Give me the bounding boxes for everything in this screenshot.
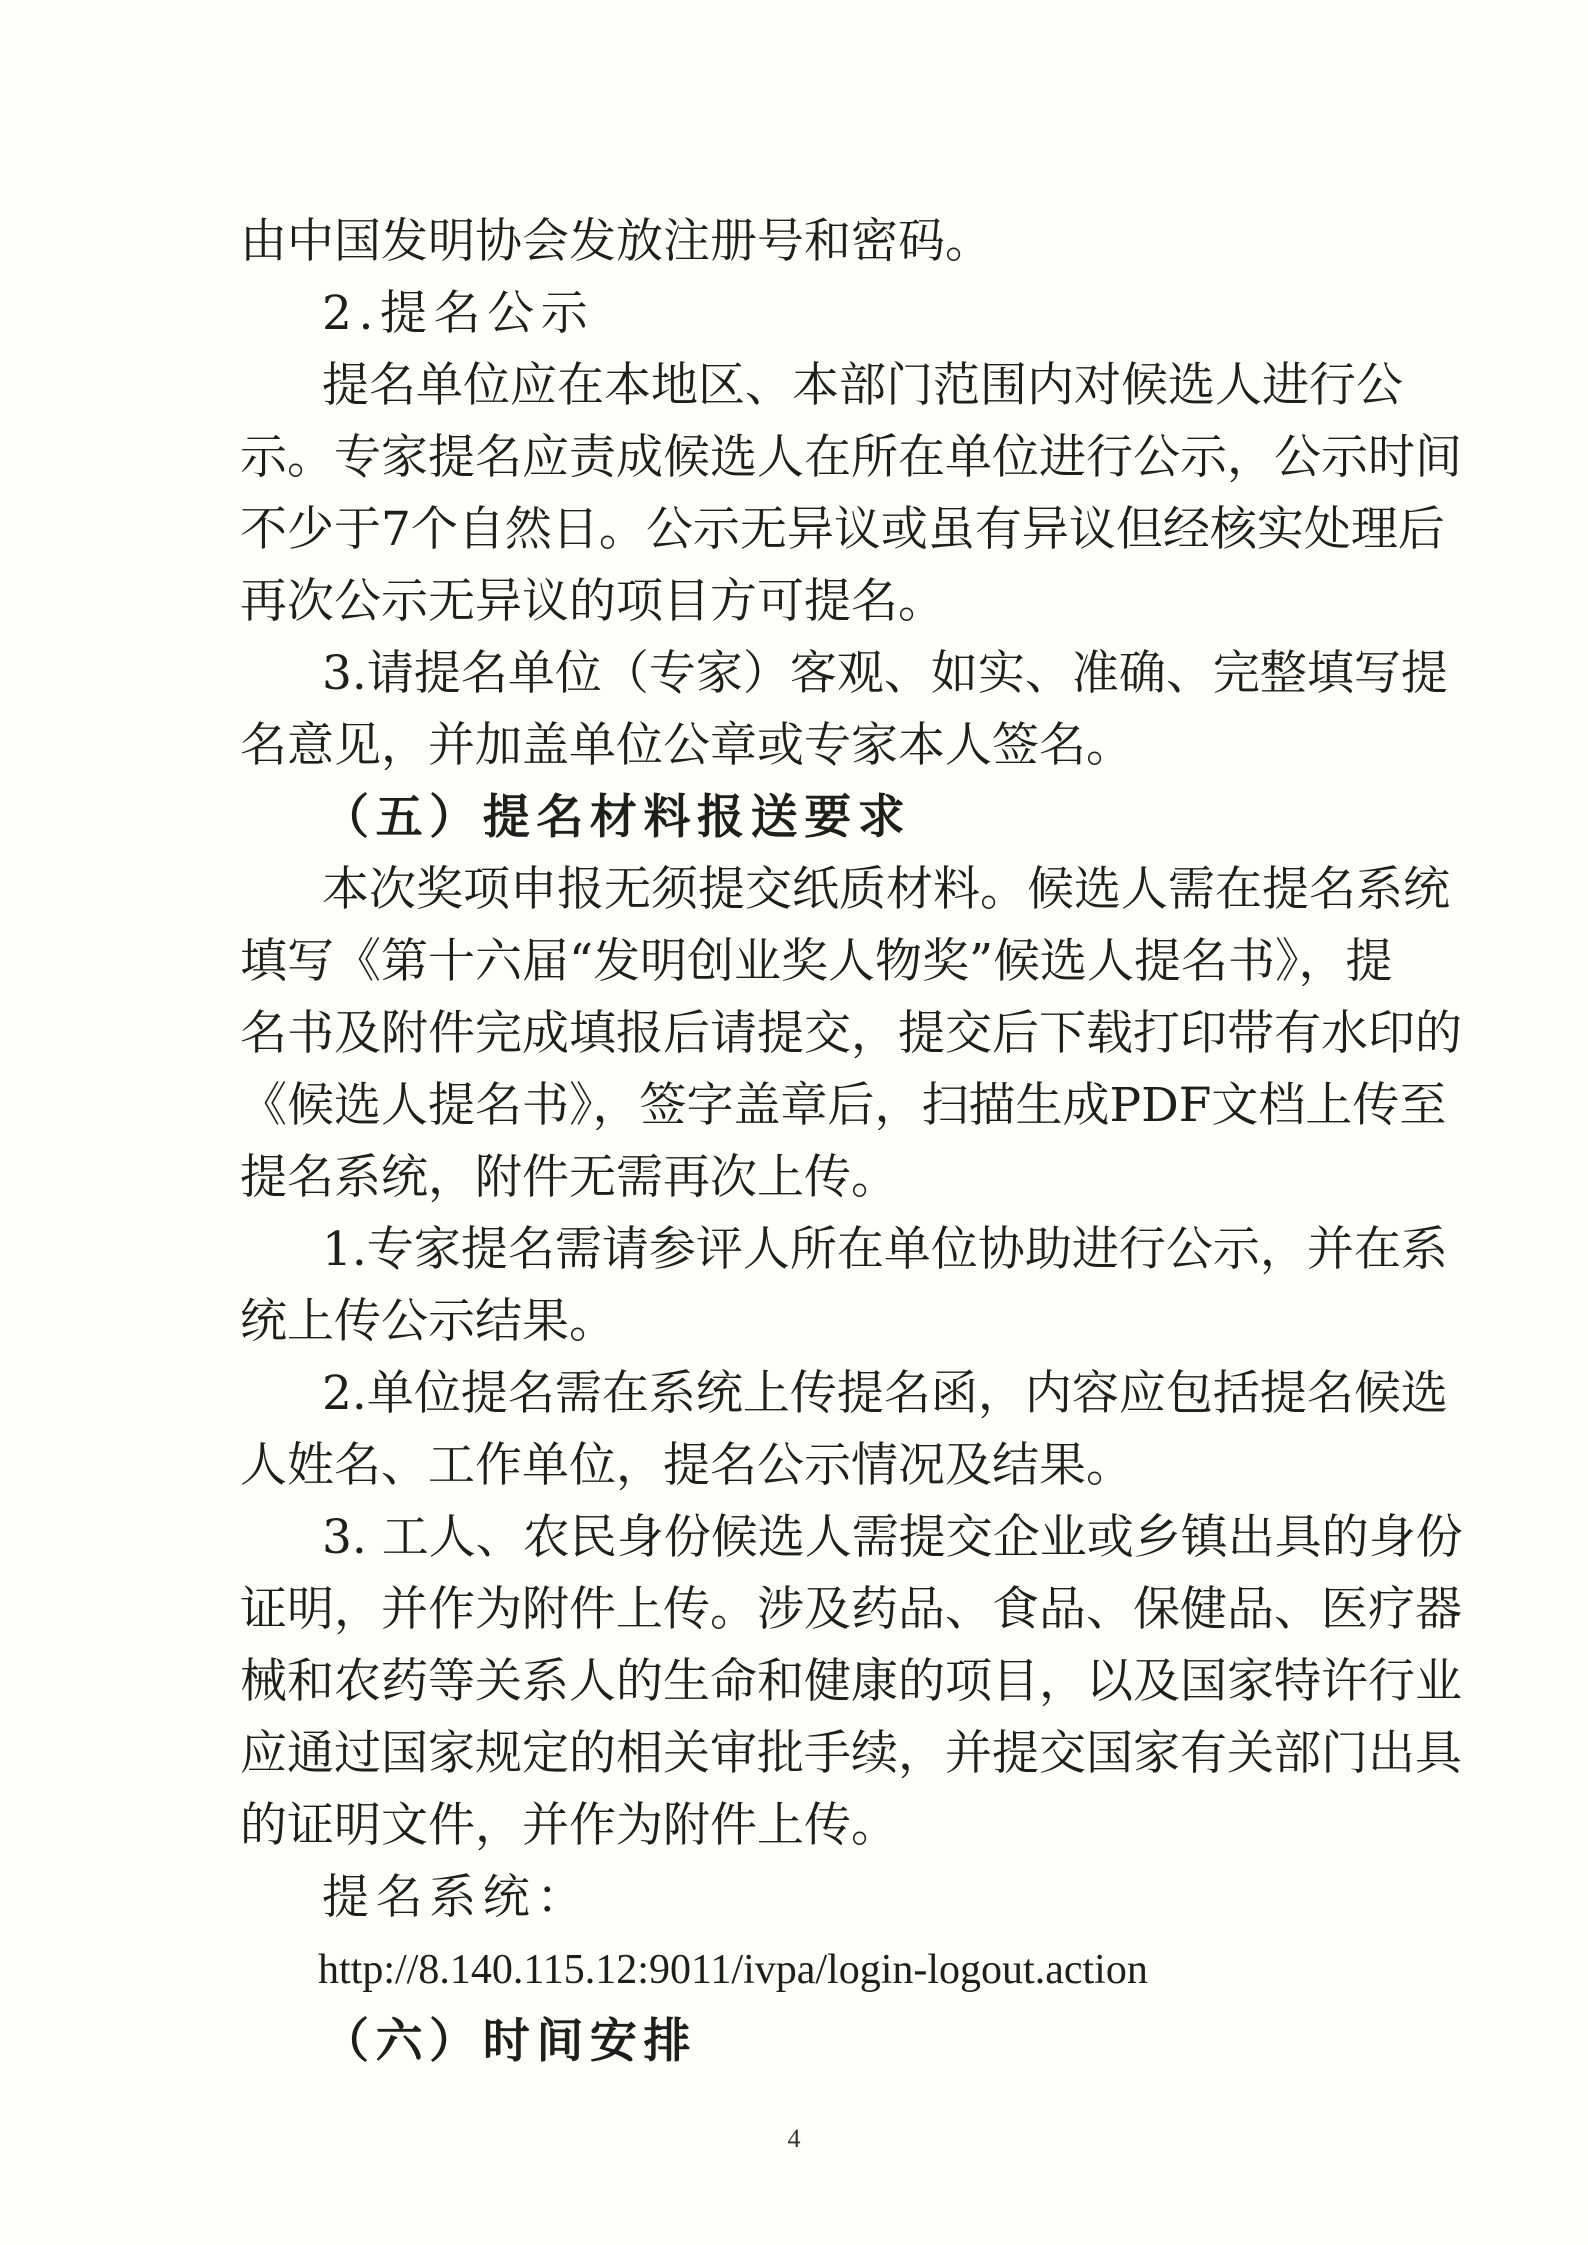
body-line: 2.单位提名需在系统上传提名函，内容应包括提名候选 xyxy=(322,1366,1448,1421)
body-line: 应通过国家规定的相关审批手续，并提交国家有关部门出具 xyxy=(240,1726,1462,1781)
body-line: 的证明文件，并作为附件上传。 xyxy=(240,1798,898,1853)
body-line: 名意见，并加盖单位公章或专家本人签名。 xyxy=(240,718,1133,773)
section-heading: （六）时间安排 xyxy=(322,2014,698,2069)
body-line: 证明，并作为附件上传。涉及药品、食品、保健品、医疗器 xyxy=(240,1582,1462,1637)
body-line: 人姓名、工作单位，提名公示情况及结果。 xyxy=(240,1438,1133,1493)
page-number: 4 xyxy=(787,2124,801,2153)
body-line: 提名单位应在本地区、本部门范围内对候选人进行公 xyxy=(322,358,1403,413)
body-line: 3.请提名单位（专家）客观、如实、准确、完整填写提 xyxy=(322,646,1448,701)
body-line: 不少于7个自然日。公示无异议或虽有异议但经核实处理后 xyxy=(240,502,1445,557)
body-line: 再次公示无异议的项目方可提名。 xyxy=(240,574,945,629)
body-line: 统上传公示结果。 xyxy=(240,1294,616,1349)
section-heading: （五）提名材料报送要求 xyxy=(322,790,912,845)
body-line: 名书及附件完成填报后请提交，提交后下载打印带有水印的 xyxy=(240,1006,1462,1061)
body-line: 本次奖项申报无须提交纸质材料。候选人需在提名系统 xyxy=(322,862,1450,917)
body-line: 提名系统： xyxy=(322,1870,590,1925)
body-line: 由中国发明协会发放注册号和密码。 xyxy=(240,214,992,269)
subheading-line: 2.提名公示 xyxy=(322,286,595,341)
body-line: 3. 工人、农民身份候选人需提交企业或乡镇出具的身份 xyxy=(322,1510,1463,1565)
url-text: http://8.140.115.12:9011/ivpa/login-logout.action xyxy=(318,1947,1148,1993)
body-line: 械和农药等关系人的生命和健康的项目，以及国家特许行业 xyxy=(240,1654,1462,1709)
body-line: 填写《第十六届“发明创业奖人物奖”候选人提名书》，提 xyxy=(240,934,1393,989)
body-line: 《候选人提名书》，签字盖章后，扫描生成PDF文档上传至 xyxy=(240,1078,1447,1133)
body-line: 示。专家提名应责成候选人在所在单位进行公示，公示时间 xyxy=(240,430,1462,485)
body-line: 提名系统，附件无需再次上传。 xyxy=(240,1150,898,1205)
body-line: 1.专家提名需请参评人所在单位协助进行公示，并在系 xyxy=(322,1222,1448,1277)
